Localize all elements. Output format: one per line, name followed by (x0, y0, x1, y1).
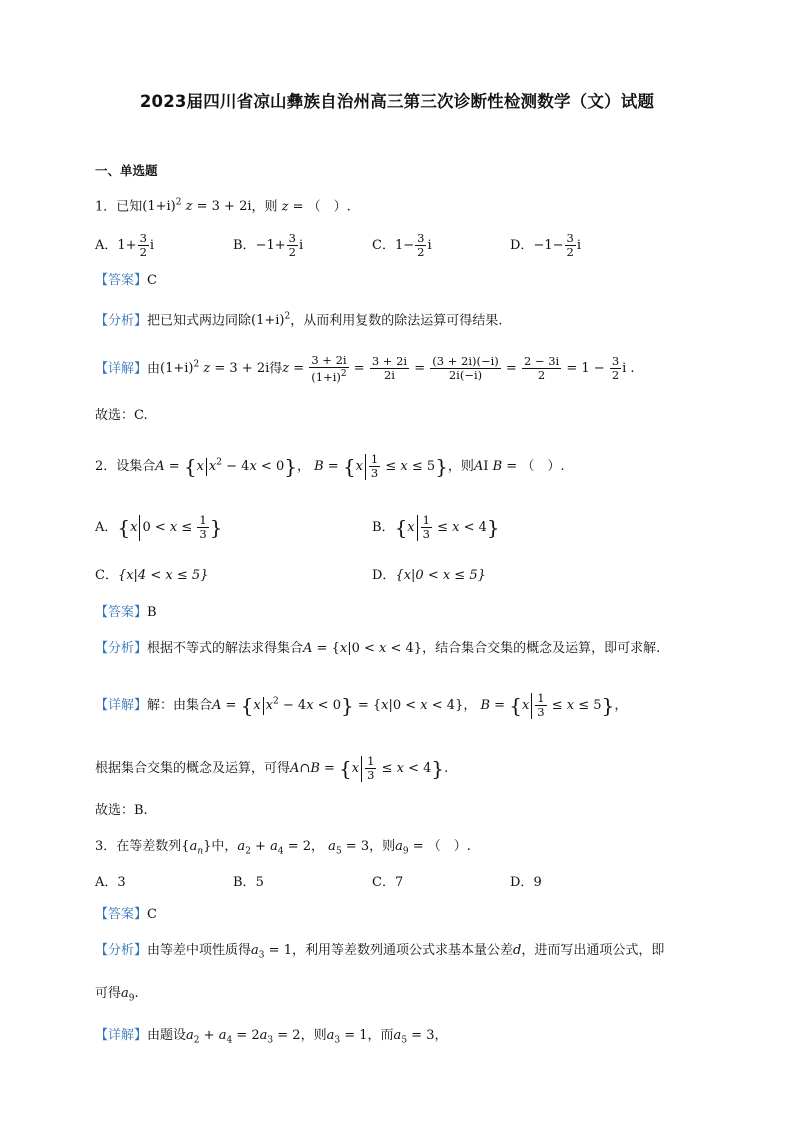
q1-option-b[interactable]: B．−1+ $\frac{3}{2}$ i (233, 231, 304, 259)
q2-option-b[interactable]: B．{x $\frac{1}{3}$ ≤ x < 4} (372, 513, 500, 541)
q2-detail-line2: 根据集合交集的概念及运算，可得A∩B = {x $\frac{1}{3}$ ≤ x < 4}. (95, 754, 449, 782)
q3-option-b[interactable]: B．5 (233, 875, 264, 890)
q1-detail: 【详解】由$(1+i)^2$ z = 3 + 2i得z = $\frac{3 + 2i}{(1+i)^2}$ = $\frac{3 + 2i}{2i}$ = $\frac{(3 + 2i)(-i)}{2i(-i)}$ = $\frac{2 - 3i}{2}$ = 1 − $\frac{3}{2}$ i . (95, 353, 635, 384)
q3-option-d[interactable]: D．9 (510, 875, 542, 890)
q1-option-c[interactable]: C．1− $\frac{3}{2}$ i (372, 231, 432, 259)
q2-option-c[interactable]: C．{x|4 < x ≤ 5} (95, 568, 209, 583)
q2-option-d[interactable]: D．{x|0 < x ≤ 5} (372, 568, 486, 583)
page-title: 2023届四川省凉山彝族自治州高三第三次诊断性检测数学（文）试题 (139, 92, 655, 111)
q3-option-c[interactable]: C．7 (372, 875, 404, 890)
q2-detail: 【详解】解：由集合A = {x $x^2 - 4x < 0\} = \{x|0 < x < 4\}$， B = {x $\frac{1}{3}$ ≤ x ≤ 5}， (95, 691, 628, 719)
q2-answer: 【答案】B (95, 605, 157, 620)
q3-answer: 【答案】C (95, 907, 157, 922)
q1-var: z (277, 199, 289, 215)
q1-answer: 【答案】C (95, 273, 157, 288)
q3-stem: 3．在等差数列$\{a_n\}$中，$a_2 + a_4 = 2$， $a_5 = 3$，则$a_9$ = （ ）. (95, 839, 471, 857)
q3-option-a[interactable]: A．3 (95, 875, 126, 890)
q2-stem: 2．设集合A = {x $x^2 - 4x < 0$}， B = {x $\frac{1}{3}$ ≤ x ≤ 5}，则AI B = （ ）. (95, 452, 565, 480)
q2-option-a[interactable]: A．{x 0 < x ≤ $\frac{1}{3}$ } (95, 513, 223, 541)
q1-stem: 1．已知$(1+i)^2$ z = 3 + 2i，则 z = （ ）. (95, 198, 351, 215)
q1-equation: $(1+i)^2$ z = 3 + 2i (142, 198, 252, 215)
q1-stem-suffix: ，则 (251, 199, 278, 215)
q3-analysis: 【分析】由等差中项性质得$a_3 = 1$，利用等差数列通项公式求基本量公差d，进而写出通项公式，即 (95, 943, 665, 961)
q1-stem-prefix: 1．已知 (95, 199, 143, 215)
q2-conclusion: 故选：B. (95, 803, 148, 818)
q3-analysis-line2: 可得$a_9$. (95, 986, 139, 1004)
q1-option-d[interactable]: D．−1− $\frac{3}{2}$ i (510, 231, 581, 259)
q2-analysis: 【分析】根据不等式的解法求得集合A = {x|0 < x < 4}，结合集合交集的概念及运算，即可求解. (95, 641, 661, 656)
q1-analysis: 【分析】把已知式两边同除$(1+i)^2$，从而利用复数的除法运算可得结果. (95, 312, 503, 329)
section-heading: 一、单选题 (95, 163, 158, 178)
q1-conclusion: 故选：C. (95, 408, 148, 423)
q3-detail: 【详解】由题设$a_2 + a_4 = 2a_3 = 2$，则$a_3 = 1$，而$a_5 = 3$， (95, 1028, 448, 1046)
q1-option-a[interactable]: A．1+ $\frac{3}{2}$ i (95, 231, 155, 259)
q1-stem-end: （ ）. (307, 199, 351, 215)
